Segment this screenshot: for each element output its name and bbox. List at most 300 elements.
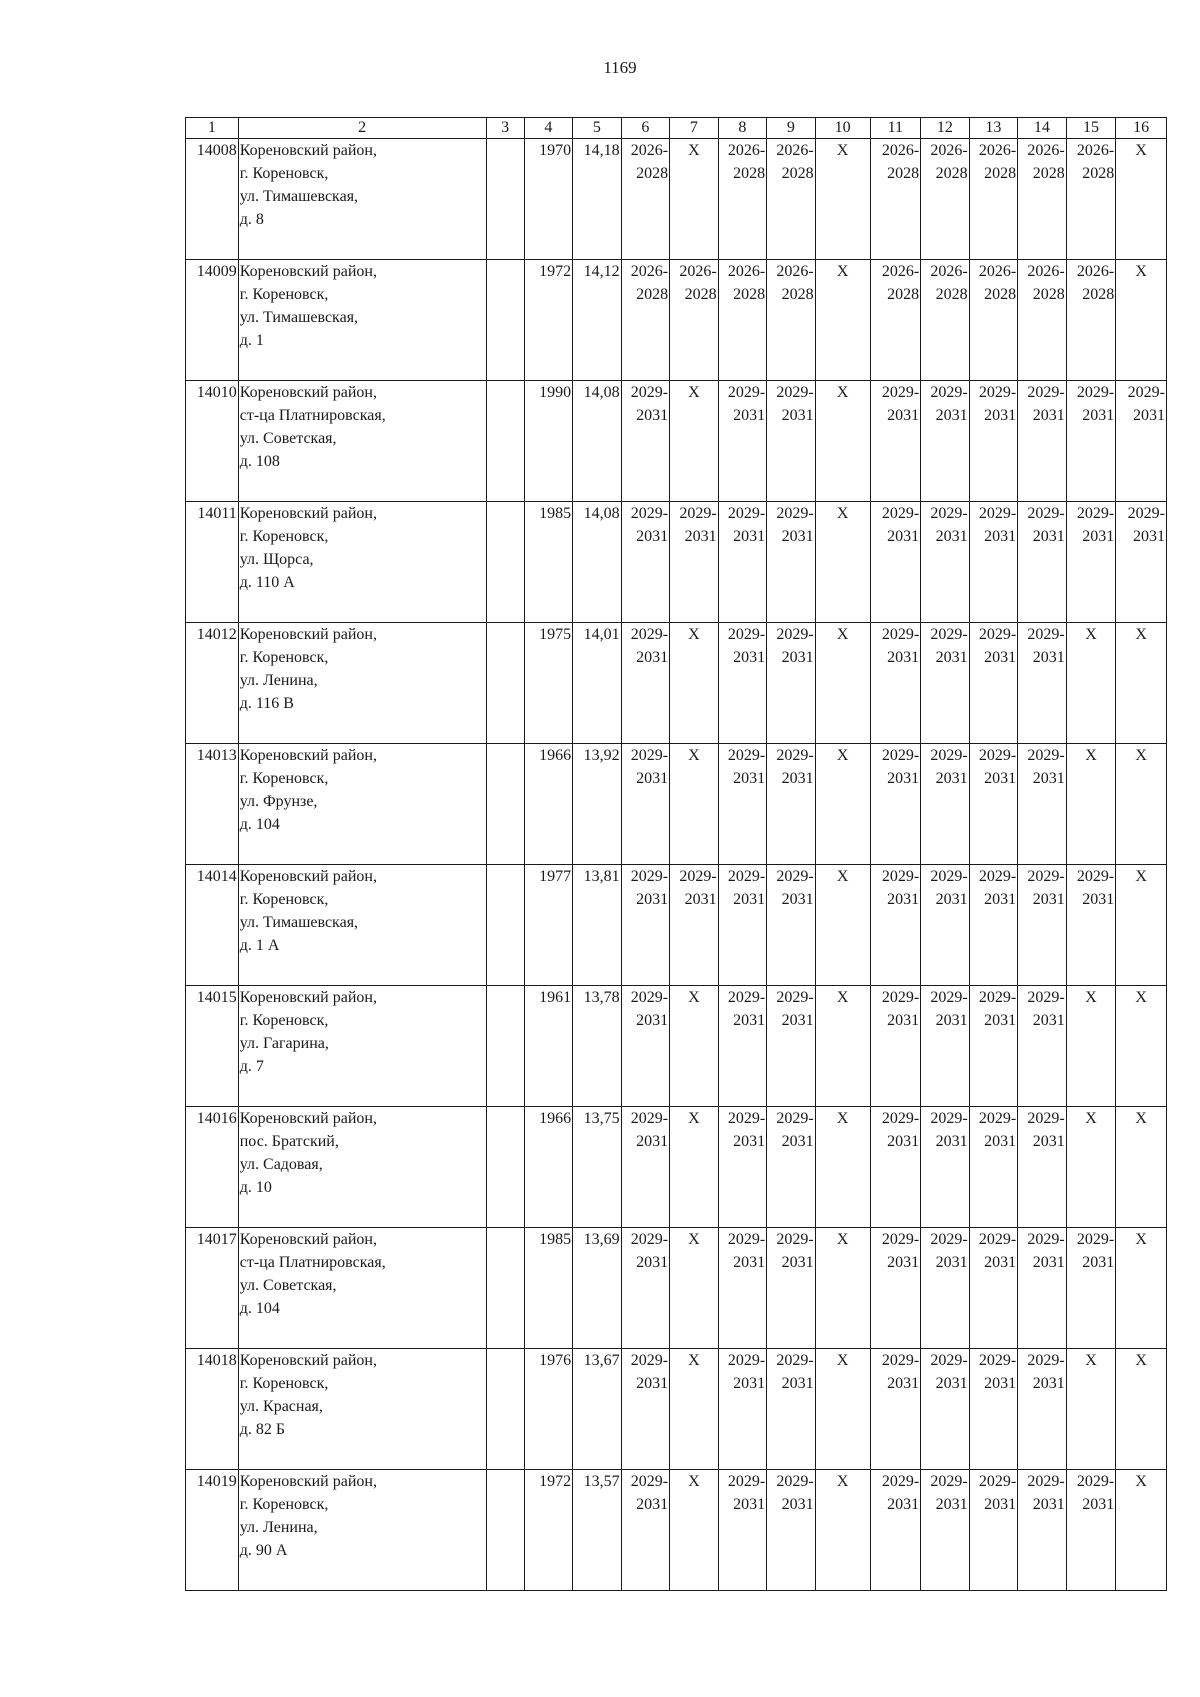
- period-end: 2031: [781, 1133, 814, 1150]
- column-header-13: 13: [969, 118, 1018, 139]
- period-cell: [921, 502, 970, 623]
- period-end: 2031: [733, 1254, 766, 1271]
- period-end: 2028: [887, 286, 920, 303]
- period-end: 2031: [781, 1254, 814, 1271]
- period-end: 2031: [733, 1133, 766, 1150]
- period-end: 2031: [636, 407, 669, 424]
- address-line: Кореновский район,: [239, 1473, 377, 1490]
- period-start: 2029-: [978, 384, 1017, 401]
- period-cell: [767, 381, 816, 502]
- period-cell: [921, 1349, 970, 1470]
- column-header-12: 12: [921, 118, 970, 139]
- period-end: 2031: [887, 1375, 920, 1392]
- period-end: 2031: [636, 1133, 669, 1150]
- table-body: [186, 139, 1167, 1591]
- address-line: Кореновский район,: [239, 1110, 377, 1127]
- period-start: 2029-: [679, 505, 717, 522]
- period-start: 2029-: [881, 1110, 920, 1127]
- period-end: 2031: [1082, 407, 1115, 424]
- address-line: д. 104: [239, 816, 280, 833]
- address-line: г. Кореновск,: [239, 528, 329, 545]
- column-3-cell: [486, 1228, 524, 1349]
- period-end: 2028: [781, 286, 814, 303]
- address-cell: [238, 381, 486, 502]
- period-cell: [718, 986, 767, 1107]
- address-line: г. Кореновск,: [239, 1012, 329, 1029]
- not-applicable-mark: X: [815, 502, 870, 623]
- period-end: 2031: [1133, 407, 1165, 424]
- period-end: 2031: [636, 1012, 669, 1029]
- period-start: 2026-: [1076, 142, 1115, 159]
- period-cell: [969, 1107, 1018, 1228]
- period-start: 2029-: [881, 626, 920, 643]
- not-applicable-mark: X: [670, 1107, 719, 1228]
- period-start: 2029-: [1027, 384, 1065, 401]
- table-row: [186, 744, 1167, 865]
- not-applicable-mark: X: [1116, 865, 1167, 986]
- period-start: 2029-: [630, 747, 669, 764]
- period-end: 2031: [935, 891, 968, 908]
- row-id: 14013: [186, 744, 239, 865]
- address-line: Кореновский район,: [239, 626, 377, 643]
- table-row: [186, 1228, 1167, 1349]
- row-id: 14015: [186, 986, 239, 1107]
- address-line: ул. Советская,: [239, 1277, 337, 1294]
- address-line: г. Кореновск,: [239, 891, 329, 908]
- period-end: 2031: [1032, 407, 1065, 424]
- period-start: 2029-: [978, 1110, 1017, 1127]
- period-cell: [1066, 865, 1116, 986]
- column-header-16: 16: [1116, 118, 1167, 139]
- not-applicable-mark: X: [1066, 986, 1116, 1107]
- period-cell: [621, 1107, 670, 1228]
- row-id: 14012: [186, 623, 239, 744]
- address-cell: [238, 139, 486, 260]
- period-end: 2031: [733, 891, 766, 908]
- period-start: 2029-: [930, 747, 968, 764]
- year-cell: 1972: [524, 260, 573, 381]
- period-end: 2031: [984, 770, 1017, 787]
- period-cell: [718, 1470, 767, 1591]
- address-line: д. 108: [239, 453, 280, 470]
- period-start: 2026-: [1027, 263, 1065, 280]
- period-end: 2031: [1032, 528, 1065, 545]
- address-line: Кореновский район,: [239, 505, 377, 522]
- period-end: 2031: [733, 1496, 766, 1513]
- period-end: 2031: [1032, 1254, 1065, 1271]
- area-cell: 13,81: [573, 865, 622, 986]
- address-line: г. Кореновск,: [239, 1375, 329, 1392]
- period-end: 2031: [1032, 1496, 1065, 1513]
- column-header-11: 11: [870, 118, 921, 139]
- period-cell: [670, 865, 719, 986]
- period-cell: [969, 986, 1018, 1107]
- period-start: 2029-: [679, 868, 717, 885]
- address-line: г. Кореновск,: [239, 1496, 329, 1513]
- period-start: 2029-: [630, 505, 669, 522]
- table-row: [186, 381, 1167, 502]
- period-cell: [870, 1228, 921, 1349]
- period-end: 2031: [984, 1254, 1017, 1271]
- period-cell: [621, 381, 670, 502]
- period-end: 2031: [684, 528, 717, 545]
- period-end: 2028: [984, 165, 1017, 182]
- period-start: 2029-: [1076, 868, 1115, 885]
- row-id: 14014: [186, 865, 239, 986]
- area-cell: 14,18: [573, 139, 622, 260]
- column-header-15: 15: [1066, 118, 1116, 139]
- page-number: 1169: [603, 58, 637, 77]
- period-cell: [1018, 1470, 1067, 1591]
- period-cell: [1018, 139, 1067, 260]
- address-line: Кореновский район,: [239, 263, 377, 280]
- address-cell: [238, 744, 486, 865]
- not-applicable-mark: X: [670, 623, 719, 744]
- period-cell: [870, 1107, 921, 1228]
- address-line: ул. Советская,: [239, 430, 337, 447]
- period-cell: [870, 381, 921, 502]
- period-start: 2029-: [727, 1352, 766, 1369]
- period-start: 2029-: [881, 989, 920, 1006]
- address-cell: [238, 1228, 486, 1349]
- row-id: 14019: [186, 1470, 239, 1591]
- period-end: 2031: [636, 770, 669, 787]
- period-end: 2028: [1032, 165, 1065, 182]
- column-3-cell: [486, 1107, 524, 1228]
- period-end: 2031: [887, 407, 920, 424]
- table-row: [186, 1470, 1167, 1591]
- period-start: 2029-: [630, 626, 669, 643]
- period-end: 2031: [1032, 770, 1065, 787]
- not-applicable-mark: X: [670, 1349, 719, 1470]
- period-cell: [921, 1228, 970, 1349]
- address-cell: [238, 986, 486, 1107]
- period-start: 2026-: [1076, 263, 1115, 280]
- area-cell: 14,08: [573, 381, 622, 502]
- period-start: 2029-: [881, 1231, 920, 1248]
- period-start: 2026-: [630, 142, 669, 159]
- period-end: 2031: [935, 1375, 968, 1392]
- period-end: 2028: [935, 286, 968, 303]
- period-start: 2029-: [1076, 505, 1115, 522]
- year-cell: 1977: [524, 865, 573, 986]
- column-3-cell: [486, 260, 524, 381]
- area-cell: 14,01: [573, 623, 622, 744]
- not-applicable-mark: X: [1116, 139, 1167, 260]
- column-header-6: 6: [621, 118, 670, 139]
- address-line: Кореновский район,: [239, 989, 377, 1006]
- year-cell: 1966: [524, 1107, 573, 1228]
- period-end: 2031: [935, 528, 968, 545]
- period-start: 2029-: [1076, 384, 1115, 401]
- period-start: 2029-: [1027, 1110, 1065, 1127]
- period-end: 2031: [984, 649, 1017, 666]
- area-cell: 13,57: [573, 1470, 622, 1591]
- area-cell: 13,78: [573, 986, 622, 1107]
- table-row: [186, 260, 1167, 381]
- period-start: 2026-: [881, 142, 920, 159]
- period-start: 2026-: [776, 142, 814, 159]
- area-cell: 14,08: [573, 502, 622, 623]
- period-cell: [969, 865, 1018, 986]
- period-end: 2031: [1133, 528, 1165, 545]
- area-cell: 13,69: [573, 1228, 622, 1349]
- period-start: 2029-: [978, 505, 1017, 522]
- period-end: 2031: [935, 1133, 968, 1150]
- period-cell: [767, 139, 816, 260]
- period-cell: [718, 865, 767, 986]
- address-line: ул. Тимашевская,: [239, 914, 359, 931]
- period-cell: [1116, 502, 1167, 623]
- period-end: 2028: [733, 286, 766, 303]
- not-applicable-mark: X: [1066, 623, 1116, 744]
- period-cell: [718, 1107, 767, 1228]
- period-end: 2031: [935, 770, 968, 787]
- column-header-5: 5: [573, 118, 622, 139]
- period-cell: [870, 1349, 921, 1470]
- address-line: д. 110 А: [239, 574, 295, 591]
- period-cell: [969, 1228, 1018, 1349]
- address-line: ул. Гагарина,: [239, 1035, 329, 1052]
- period-end: 2031: [636, 1254, 669, 1271]
- not-applicable-mark: X: [815, 1228, 870, 1349]
- period-start: 2029-: [930, 868, 968, 885]
- period-cell: [1018, 260, 1067, 381]
- column-header-9: 9: [767, 118, 816, 139]
- period-cell: [718, 502, 767, 623]
- area-cell: 13,67: [573, 1349, 622, 1470]
- period-start: 2029-: [978, 1473, 1017, 1490]
- table-row: [186, 502, 1167, 623]
- column-header-8: 8: [718, 118, 767, 139]
- period-cell: [969, 502, 1018, 623]
- period-start: 2029-: [1027, 989, 1065, 1006]
- period-start: 2029-: [630, 1110, 669, 1127]
- address-line: ул. Тимашевская,: [239, 309, 359, 326]
- period-cell: [718, 744, 767, 865]
- period-cell: [921, 986, 970, 1107]
- period-end: 2028: [1032, 286, 1065, 303]
- period-start: 2029-: [881, 868, 920, 885]
- not-applicable-mark: X: [815, 865, 870, 986]
- year-cell: 1972: [524, 1470, 573, 1591]
- period-end: 2028: [781, 165, 814, 182]
- address-line: д. 7: [239, 1058, 264, 1075]
- period-start: 2026-: [930, 263, 968, 280]
- period-start: 2026-: [776, 263, 814, 280]
- not-applicable-mark: X: [1116, 986, 1167, 1107]
- period-start: 2026-: [930, 142, 968, 159]
- column-header-2: 2: [238, 118, 486, 139]
- period-start: 2029-: [930, 384, 968, 401]
- period-end: 2031: [887, 1012, 920, 1029]
- period-start: 2026-: [978, 142, 1017, 159]
- column-3-cell: [486, 744, 524, 865]
- period-start: 2029-: [630, 989, 669, 1006]
- period-end: 2031: [733, 407, 766, 424]
- period-cell: [921, 260, 970, 381]
- not-applicable-mark: X: [670, 744, 719, 865]
- year-cell: 1966: [524, 744, 573, 865]
- period-start: 2029-: [881, 384, 920, 401]
- period-end: 2031: [636, 649, 669, 666]
- row-id: 14010: [186, 381, 239, 502]
- period-start: 2029-: [978, 989, 1017, 1006]
- period-start: 2029-: [776, 1352, 814, 1369]
- period-start: 2029-: [727, 505, 766, 522]
- period-cell: [921, 1470, 970, 1591]
- period-start: 2029-: [776, 989, 814, 1006]
- period-start: 2029-: [1127, 505, 1165, 522]
- period-start: 2029-: [930, 1231, 968, 1248]
- period-cell: [621, 1228, 670, 1349]
- period-end: 2031: [984, 407, 1017, 424]
- period-start: 2029-: [630, 1231, 669, 1248]
- period-end: 2028: [733, 165, 766, 182]
- period-end: 2031: [1032, 1375, 1065, 1392]
- period-start: 2029-: [881, 505, 920, 522]
- period-start: 2029-: [727, 868, 766, 885]
- period-start: 2029-: [727, 1231, 766, 1248]
- address-cell: [238, 1349, 486, 1470]
- year-cell: 1990: [524, 381, 573, 502]
- period-cell: [969, 381, 1018, 502]
- not-applicable-mark: X: [815, 1107, 870, 1228]
- period-start: 2029-: [727, 747, 766, 764]
- period-end: 2031: [887, 528, 920, 545]
- period-cell: [1066, 1228, 1116, 1349]
- period-start: 2029-: [776, 626, 814, 643]
- not-applicable-mark: X: [1116, 1349, 1167, 1470]
- period-end: 2031: [984, 891, 1017, 908]
- address-line: ул. Фрунзе,: [239, 793, 318, 810]
- period-cell: [621, 1349, 670, 1470]
- period-start: 2029-: [776, 1473, 814, 1490]
- address-line: г. Кореновск,: [239, 649, 329, 666]
- period-end: 2031: [684, 891, 717, 908]
- period-end: 2031: [636, 891, 669, 908]
- period-cell: [1066, 381, 1116, 502]
- period-cell: [870, 744, 921, 865]
- period-end: 2028: [887, 165, 920, 182]
- period-start: 2029-: [776, 1110, 814, 1127]
- column-3-cell: [486, 865, 524, 986]
- period-cell: [621, 986, 670, 1107]
- not-applicable-mark: X: [815, 381, 870, 502]
- period-start: 2029-: [630, 384, 669, 401]
- period-start: 2026-: [1027, 142, 1065, 159]
- period-end: 2031: [1032, 1133, 1065, 1150]
- period-end: 2031: [781, 1496, 814, 1513]
- column-3-cell: [486, 381, 524, 502]
- period-end: 2028: [984, 286, 1017, 303]
- period-start: 2029-: [978, 626, 1017, 643]
- period-cell: [767, 865, 816, 986]
- period-cell: [921, 1107, 970, 1228]
- row-id: 14016: [186, 1107, 239, 1228]
- period-end: 2031: [935, 1012, 968, 1029]
- period-cell: [870, 502, 921, 623]
- period-start: 2029-: [1027, 1473, 1065, 1490]
- period-end: 2031: [1032, 891, 1065, 908]
- period-cell: [870, 986, 921, 1107]
- period-cell: [1066, 139, 1116, 260]
- period-cell: [718, 381, 767, 502]
- period-end: 2031: [1032, 649, 1065, 666]
- period-cell: [767, 1349, 816, 1470]
- not-applicable-mark: X: [670, 381, 719, 502]
- period-cell: [870, 260, 921, 381]
- period-end: 2031: [733, 528, 766, 545]
- period-cell: [870, 623, 921, 744]
- period-end: 2031: [781, 770, 814, 787]
- not-applicable-mark: X: [815, 260, 870, 381]
- period-start: 2029-: [727, 1110, 766, 1127]
- period-start: 2029-: [881, 1352, 920, 1369]
- period-cell: [1018, 623, 1067, 744]
- period-end: 2031: [733, 1012, 766, 1029]
- table-row: [186, 865, 1167, 986]
- period-start: 2029-: [1027, 626, 1065, 643]
- period-start: 2029-: [881, 1473, 920, 1490]
- row-id: 14018: [186, 1349, 239, 1470]
- period-start: 2029-: [776, 868, 814, 885]
- period-end: 2031: [1082, 891, 1115, 908]
- address-line: д. 82 Б: [239, 1421, 286, 1438]
- period-end: 2028: [1082, 286, 1115, 303]
- period-end: 2031: [984, 1375, 1017, 1392]
- address-line: ул. Тимашевская,: [239, 188, 359, 205]
- period-end: 2031: [781, 407, 814, 424]
- period-end: 2031: [935, 1254, 968, 1271]
- period-start: 2029-: [978, 747, 1017, 764]
- column-header-10: 10: [815, 118, 870, 139]
- header-row: [186, 118, 1167, 139]
- period-end: 2031: [781, 891, 814, 908]
- period-cell: [767, 1107, 816, 1228]
- period-start: 2029-: [727, 1473, 766, 1490]
- period-start: 2029-: [1027, 1352, 1065, 1369]
- period-cell: [921, 381, 970, 502]
- period-start: 2029-: [930, 505, 968, 522]
- not-applicable-mark: X: [1116, 744, 1167, 865]
- period-start: 2029-: [1027, 1231, 1065, 1248]
- period-cell: [1018, 381, 1067, 502]
- period-start: 2029-: [776, 505, 814, 522]
- year-cell: 1985: [524, 502, 573, 623]
- address-line: ул. Ленина,: [239, 1519, 318, 1536]
- period-start: 2029-: [978, 1231, 1017, 1248]
- period-end: 2031: [781, 1012, 814, 1029]
- period-cell: [767, 1228, 816, 1349]
- address-line: д. 104: [239, 1300, 280, 1317]
- period-end: 2028: [935, 165, 968, 182]
- period-start: 2029-: [930, 989, 968, 1006]
- not-applicable-mark: X: [815, 986, 870, 1107]
- period-start: 2029-: [1027, 747, 1065, 764]
- not-applicable-mark: X: [1116, 1228, 1167, 1349]
- period-cell: [1018, 1228, 1067, 1349]
- address-line: ст-ца Платнировская,: [239, 1254, 386, 1271]
- column-3-cell: [486, 623, 524, 744]
- address-line: д. 10: [239, 1179, 272, 1196]
- period-cell: [670, 260, 719, 381]
- period-start: 2029-: [930, 1473, 968, 1490]
- period-cell: [767, 260, 816, 381]
- address-line: Кореновский район,: [239, 384, 377, 401]
- period-end: 2031: [887, 1254, 920, 1271]
- year-cell: 1975: [524, 623, 573, 744]
